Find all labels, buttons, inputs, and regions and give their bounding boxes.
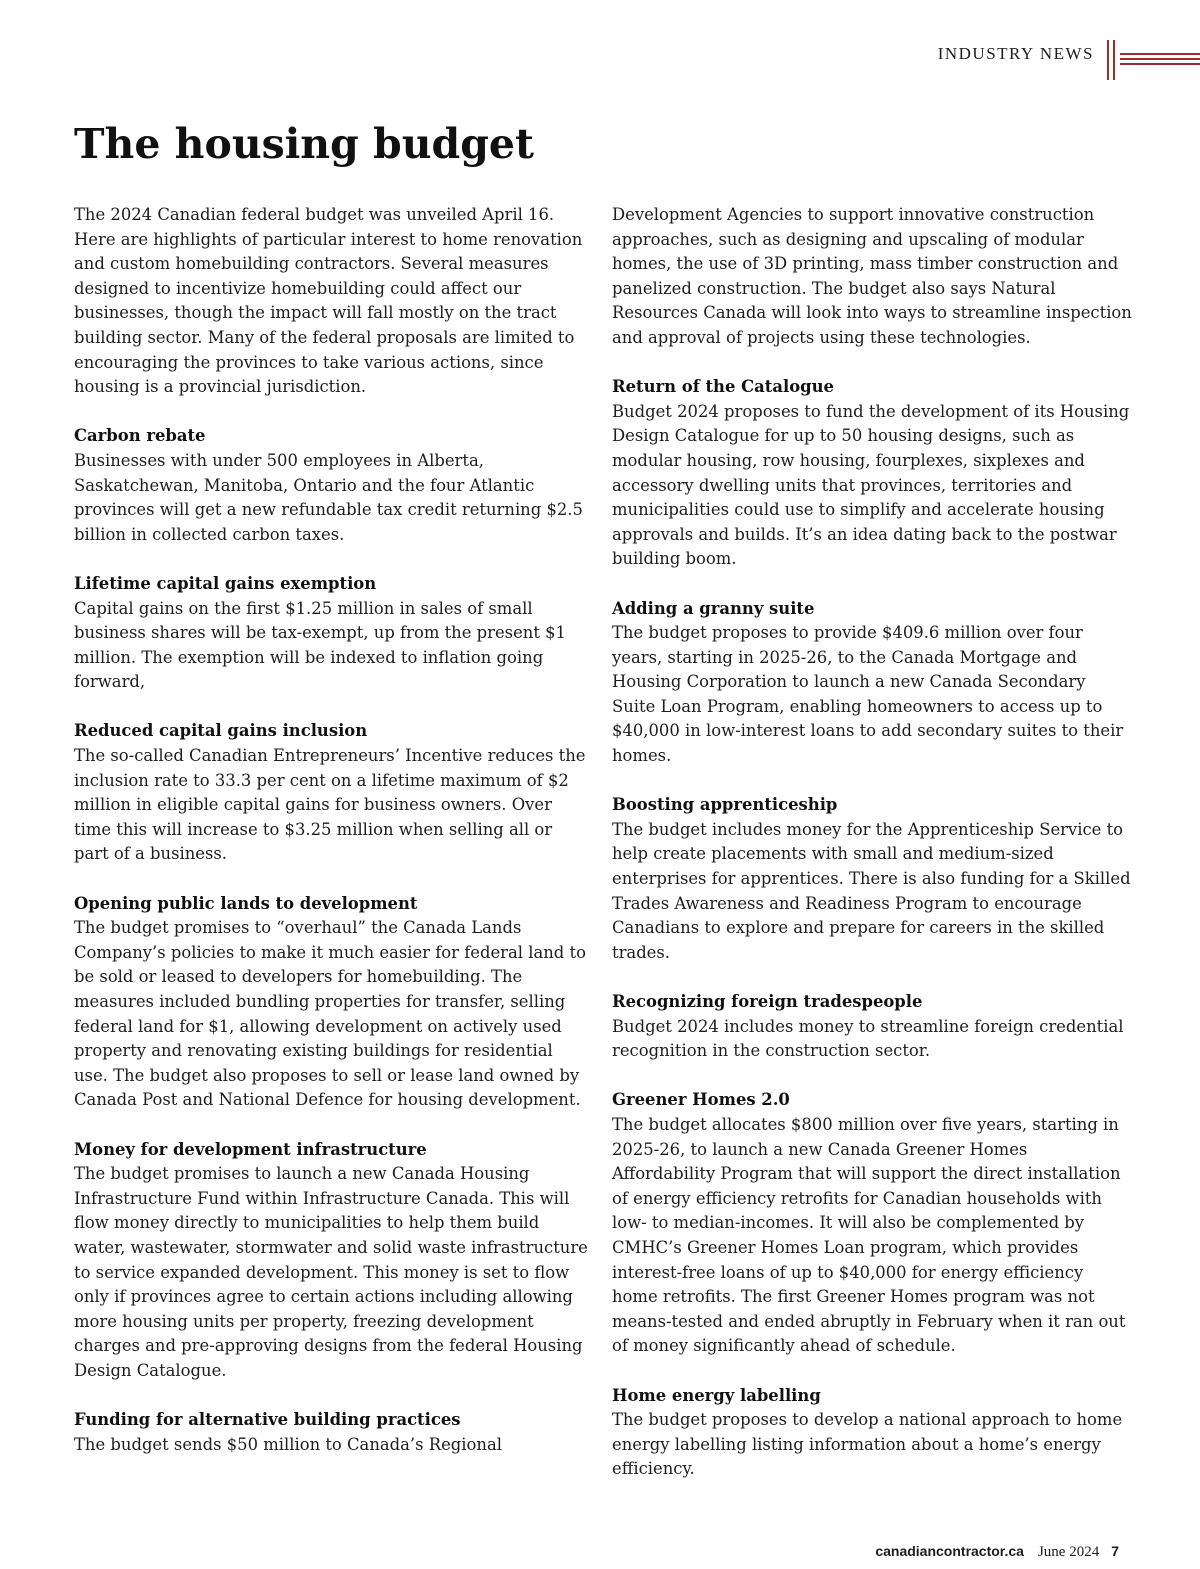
section-heading: Return of the Catalogue xyxy=(612,377,834,397)
section-heading: Carbon rebate xyxy=(74,426,206,446)
section-heading: Recognizing foreign tradespeople xyxy=(612,992,923,1011)
section-heading: Greener Homes 2.0 xyxy=(612,1090,790,1110)
section-heading: Boosting apprenticeship xyxy=(612,795,838,815)
left-column xyxy=(74,203,588,1457)
section-body: The budget promises to “overhaul” the Canada Lands Company’s policies to make it much easier for federal land to be sold or leased to developers for homebuilding. The measures included bundling properties for transfer, selling federal land for $1, allowing development on actively used property and renovating existing buildings for residential use. The budget also proposes to sell or lease land owned by Canada Post and National Defence for housing development. xyxy=(74,918,586,1110)
section-body: Businesses with under 500 employees in Alberta, Saskatchewan, Manitoba, Ontario and the four Atlantic provinces will get a new refundable tax credit returning $2.5 billion in collected carbon taxes. xyxy=(74,450,583,544)
section-label: INDUSTRY NEWS xyxy=(937,44,1094,63)
section-heading: Funding for alternative building practices xyxy=(74,1410,461,1430)
page-footer xyxy=(875,1543,1119,1561)
section-body: The budget proposes to develop a national approach to home energy labelling listing information about a home’s energy efficiency. xyxy=(612,1410,1123,1479)
article-section xyxy=(612,597,1132,769)
footer-date: June 2024 xyxy=(1037,1544,1100,1560)
article-section xyxy=(612,793,1132,965)
page-number: 7 xyxy=(1111,1543,1119,1559)
section-heading: Opening public lands to development xyxy=(74,893,418,913)
article-section xyxy=(74,719,588,867)
section-body: Budget 2024 includes money to streamline foreign credential recognition in the construction sector. xyxy=(612,1016,1124,1061)
article-intro: The 2024 Canadian federal budget was unveiled April 16. Here are highlights of particular interest to home renovation and custom homebuilding contractors. Several measures designed to incentivize homebuilding could affect our businesses, though the impact will fall mostly on the tract building sector. Many of the federal proposals are limited to encouraging the provinces to take various actions, since housing is a provincial jurisdiction. xyxy=(74,205,583,397)
right-sections xyxy=(612,375,1132,1482)
article-continuation: Development Agencies to support innovative construction approaches, such as designing and upscaling of modular homes, the use of 3D printing, mass timber construction and panelized construction. The budget also says Natural Resources Canada will look into ways to streamline inspection and approval of projects using these technologies. xyxy=(612,205,1132,347)
article-section xyxy=(74,572,588,695)
right-column xyxy=(612,203,1132,1482)
article-section xyxy=(74,1408,588,1457)
article-section xyxy=(74,892,588,1113)
section-heading: Money for development infrastructure xyxy=(74,1139,427,1159)
section-body: The budget proposes to provide $409.6 million over four years, starting in 2025-26, to the Canada Mortgage and Housing Corporation to launch a new Canada Secondary Suite Loan Program, enabling homeowners to access up to $40,000 in low-interest loans to add secondary suites to their homes. xyxy=(612,623,1124,766)
section-heading: Home energy labelling xyxy=(612,1385,821,1405)
article-section xyxy=(612,1384,1132,1482)
section-heading: Adding a granny suite xyxy=(612,598,815,618)
section-body: The budget promises to launch a new Canada Housing Infrastructure Fund within Infrastructure Canada. This will flow money directly to municipalities to help them build water, wastewater, stormwater and solid waste infrastructure to service expanded development. This money is set to flow only if provinces agree to certain actions including allowing more housing units per property, freezing development charges and pre-approving designs from the federal Housing Design Catalogue. xyxy=(74,1164,588,1380)
section-body: The budget sends $50 million to Canada’s Regional xyxy=(74,1434,502,1454)
section-heading: Lifetime capital gains exemption xyxy=(74,573,377,593)
left-sections xyxy=(74,424,588,1457)
section-body: The budget includes money for the Apprenticeship Service to help create placements with small and medium-sized enterprises for apprentices. There is also funding for a Skilled Trades Awareness and Readiness Program to encourage Canadians to explore and prepare for careers in the skilled trades. xyxy=(612,819,1131,962)
article-section xyxy=(612,990,1132,1064)
footer-site: canadiancontractor.ca xyxy=(875,1543,1024,1559)
article-section xyxy=(612,1088,1132,1359)
article-section xyxy=(74,1138,588,1384)
section-body: The so-called Canadian Entrepreneurs’ Incentive reduces the inclusion rate to 33.3 per cent on a lifetime maximum of $2 million in eligible capital gains for business owners. Over time this will increase to $3.25 million when selling all or part of a business. xyxy=(74,746,586,864)
section-body: The budget allocates $800 million over five years, starting in 2025-26, to launch a new Canada Greener Homes Affordability Program that will support the direct installation of energy efficiency retrofits for Canadian households with low- to median-incomes. It will also be complemented by CMHC’s Greener Homes Loan program, which provides interest-free loans of up to $40,000 for energy efficiency home retrofits. The first Greener Homes program was not means-tested and ended abruptly in February when it ran out of money significantly ahead of schedule. xyxy=(612,1114,1126,1356)
section-heading: Reduced capital gains inclusion xyxy=(74,721,368,741)
section-body: Capital gains on the first $1.25 million in sales of small business shares will be tax-exempt, up from the present $1 million. The exemption will be indexed to inflation going forward, xyxy=(74,598,566,692)
article-title: The housing budget xyxy=(74,120,534,168)
article-section xyxy=(74,424,588,547)
section-body: Budget 2024 proposes to fund the development of its Housing Design Catalogue for up to 50 housing designs, such as modular housing, row housing, fourplexes, sixplexes and accessory dwelling units that provinces, territories and municipalities could use to simplify and accelerate housing approvals and builds. It’s an idea dating back to the postwar building boom. xyxy=(612,401,1130,569)
article-section xyxy=(612,375,1132,572)
